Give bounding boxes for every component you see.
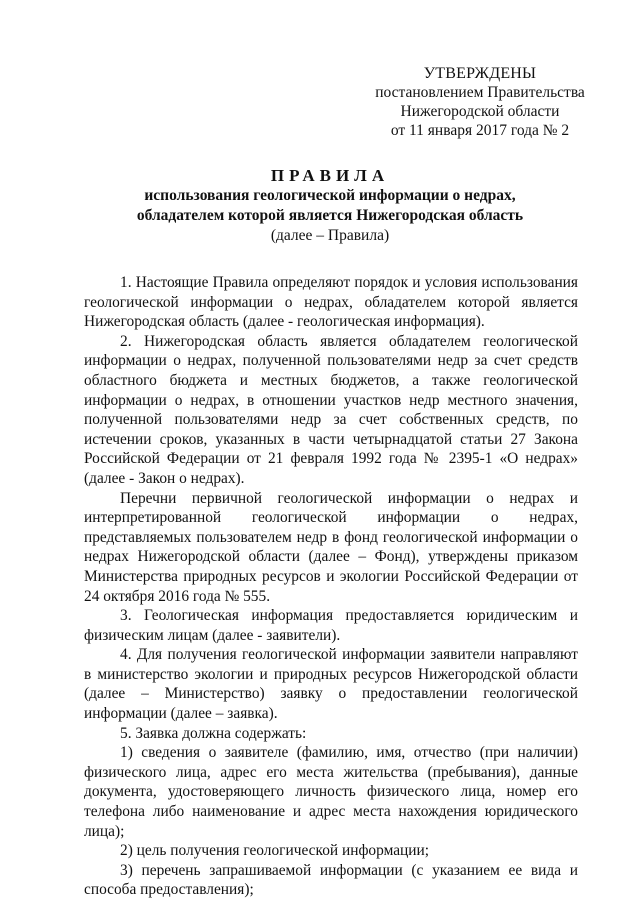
paragraph-5: 4. Для получения геологической информации заявители направляют в министерство экологии и природных ресурсов Нижегородской области (далее – Министерство) заявку о предоставлении геологической информации (далее – заявка). xyxy=(84,646,578,723)
document-body xyxy=(84,273,578,900)
approval-heading: УТВЕРЖДЕНЫ xyxy=(423,65,537,82)
document-subtitle-line-2: обладателем которой является Нижегородская область xyxy=(136,207,524,224)
document-title-block xyxy=(100,166,560,246)
paragraph-7: 1) сведения о заявителе (фамилию, имя, отчество (при наличии) физического лица, адрес его места жительства (пребывания), данные документа, удостоверяющего личность физического лица, номер его телефона либо наименование и адрес места нахождения юридического лица); xyxy=(84,744,578,840)
paragraph-3: Перечни первичной геологической информации о недрах и интерпретированной геологической информации о недрах, представляемых пользователем недр в фонд геологической информации о недрах Нижегородской области (далее – Фонд), утверждены приказом Министерства природных ресурсов и экологии Российской Федерации от 24 октября 2016 года № 555. xyxy=(84,489,578,605)
approval-line-3: от 11 января 2017 года № 2 xyxy=(390,122,570,139)
document-subtitle-line-1: использования геологической информации о недрах, xyxy=(144,187,516,204)
approval-line-1: постановлением Правительства xyxy=(375,84,585,101)
document-title: ПРАВИЛА xyxy=(270,166,390,185)
paragraph-2: 2. Нижегородская область является обладателем геологической информации о недрах, полученной пользователями недр за счет средств областного бюджета и местных бюджетов, а также геологической информации о недрах, в отношении участков недр местного значения, полученной пользователями недр за счет собственных средств, по истечении сроков, указанных в части четырнадцатой статьи 27 Закона Российской Федерации от 21 февраля 1992 года № 2395-1 «О недрах» (далее - Закон о недрах). xyxy=(84,332,578,487)
document-title-note: (далее – Правила) xyxy=(270,227,390,244)
paragraph-8: 2) цель получения геологической информации; xyxy=(120,842,430,860)
paragraph-1: 1. Настоящие Правила определяют порядок и условия использования геологической информации о недрах, обладателем которой является Нижегородская область (далее - геологическая информация). xyxy=(84,274,578,331)
approval-stamp xyxy=(360,64,600,140)
paragraph-6: 5. Заявка должна содержать: xyxy=(120,724,307,742)
approval-line-2: Нижегородской области xyxy=(400,103,560,120)
paragraph-4: 3. Геологическая информация предоставляется юридическим и физическим лицам (далее - заявители). xyxy=(84,607,578,644)
paragraph-9: 3) перечень запрашиваемой информации (с указанием ее вида и способа предоставления); xyxy=(84,861,578,899)
